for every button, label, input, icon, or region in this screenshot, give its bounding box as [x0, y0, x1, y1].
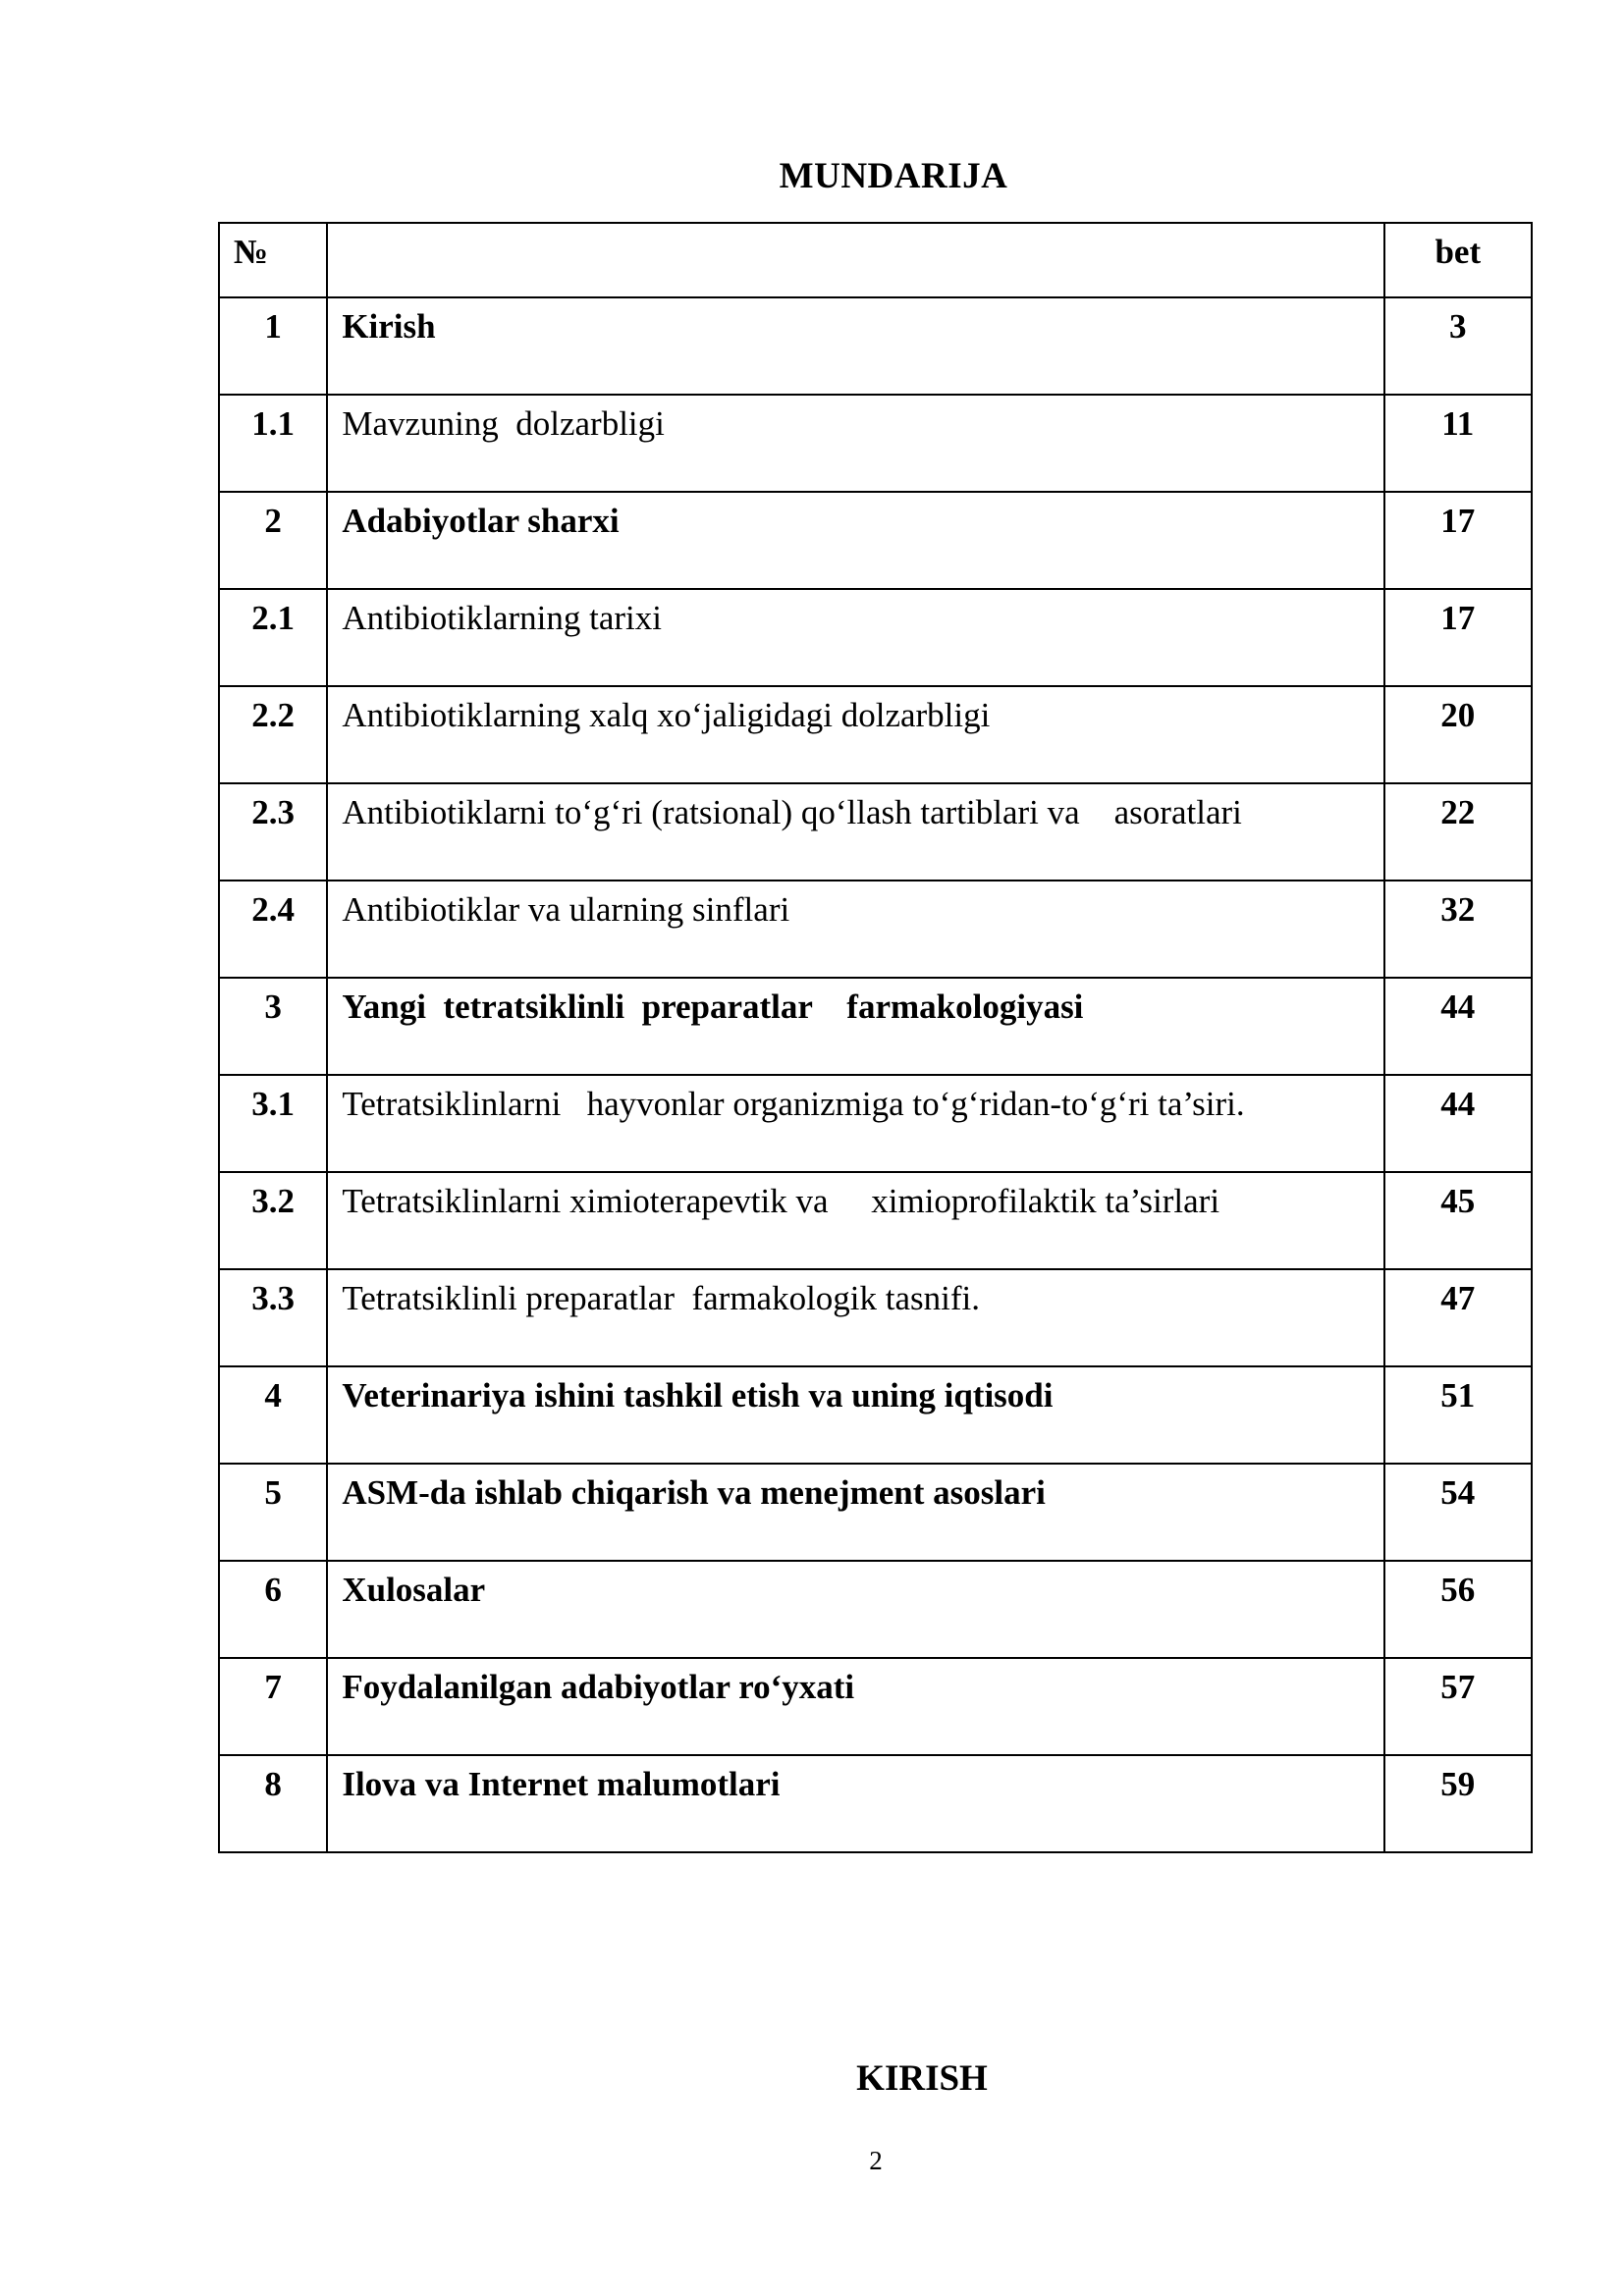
table-row	[219, 1366, 1532, 1464]
table-row	[219, 297, 1532, 395]
section-title: Mavzuning dolzarbligi	[327, 395, 1383, 492]
section-number: 1.1	[219, 395, 327, 492]
section-title: Foydalanilgan adabiyotlar ro‘yxati	[327, 1658, 1383, 1755]
section-page: 44	[1384, 978, 1532, 1075]
section-page: 47	[1384, 1269, 1532, 1366]
section-heading: KIRISH	[856, 2058, 988, 2099]
table-row	[219, 589, 1532, 686]
section-title: Antibiotiklarning tarixi	[327, 589, 1383, 686]
table-row	[219, 1464, 1532, 1561]
section-number: 8	[219, 1755, 327, 1852]
section-page: 51	[1384, 1366, 1532, 1464]
section-page: 57	[1384, 1658, 1532, 1755]
title-column-header	[327, 223, 1383, 297]
table-row	[219, 686, 1532, 783]
section-number: 2.3	[219, 783, 327, 881]
section-page: 44	[1384, 1075, 1532, 1172]
section-page: 32	[1384, 881, 1532, 978]
section-page: 17	[1384, 589, 1532, 686]
table-row	[219, 783, 1532, 881]
table-row	[219, 1075, 1532, 1172]
section-page: 17	[1384, 492, 1532, 589]
section-number: 4	[219, 1366, 327, 1464]
page-number: 2	[869, 2146, 883, 2175]
table-row	[219, 881, 1532, 978]
section-page: 20	[1384, 686, 1532, 783]
section-number: 3.1	[219, 1075, 327, 1172]
section-title: Antibiotiklar va ularning sinflari	[327, 881, 1383, 978]
section-title: Tetratsiklinli preparatlar farmakologik tasnifi.	[327, 1269, 1383, 1366]
section-title: Xulosalar	[327, 1561, 1383, 1658]
section-title: Veterinariya ishini tashkil etish va uning iqtisodi	[327, 1366, 1383, 1464]
section-title: Tetratsiklinlarni hayvonlar organizmiga to‘g‘ridan-to‘g‘ri ta’siri.	[327, 1075, 1383, 1172]
page-title: MUNDARIJA	[779, 156, 1008, 196]
table-row	[219, 1172, 1532, 1269]
section-title: Kirish	[327, 297, 1383, 395]
table-row	[219, 1561, 1532, 1658]
table-row	[219, 1658, 1532, 1755]
section-title: Ilova va Internet malumotlari	[327, 1755, 1383, 1852]
section-number: 7	[219, 1658, 327, 1755]
toc-body	[219, 223, 1532, 1852]
number-column-header: №	[219, 223, 327, 297]
section-number: 3.3	[219, 1269, 327, 1366]
section-title: Antibiotiklarni to‘g‘ri (ratsional) qo‘llash tartiblari va asoratlari	[327, 783, 1383, 881]
section-title: Yangi tetratsiklinli preparatlar farmakologiyasi	[327, 978, 1383, 1075]
section-title: ASM-da ishlab chiqarish va menejment asoslari	[327, 1464, 1383, 1561]
section-number: 3	[219, 978, 327, 1075]
section-number: 2.2	[219, 686, 327, 783]
table-of-contents	[218, 222, 1533, 1853]
table-row	[219, 978, 1532, 1075]
section-number: 2.4	[219, 881, 327, 978]
section-page: 56	[1384, 1561, 1532, 1658]
section-number: 5	[219, 1464, 327, 1561]
page-column-header: bet	[1384, 223, 1532, 297]
section-number: 1	[219, 297, 327, 395]
section-title: Antibiotiklarning xalq xo‘jaligidagi dolzarbligi	[327, 686, 1383, 783]
section-number: 3.2	[219, 1172, 327, 1269]
section-title: Adabiyotlar sharxi	[327, 492, 1383, 589]
section-page: 54	[1384, 1464, 1532, 1561]
section-number: 2.1	[219, 589, 327, 686]
section-page: 11	[1384, 395, 1532, 492]
section-number: 2	[219, 492, 327, 589]
table-row	[219, 395, 1532, 492]
table-row	[219, 1269, 1532, 1366]
section-page: 45	[1384, 1172, 1532, 1269]
section-number: 6	[219, 1561, 327, 1658]
section-title: Tetratsiklinlarni ximioterapevtik va ximioprofilaktik ta’sirlari	[327, 1172, 1383, 1269]
toc-header-row	[219, 223, 1532, 297]
section-page: 59	[1384, 1755, 1532, 1852]
section-page: 3	[1384, 297, 1532, 395]
table-row	[219, 492, 1532, 589]
section-page: 22	[1384, 783, 1532, 881]
table-row	[219, 1755, 1532, 1852]
